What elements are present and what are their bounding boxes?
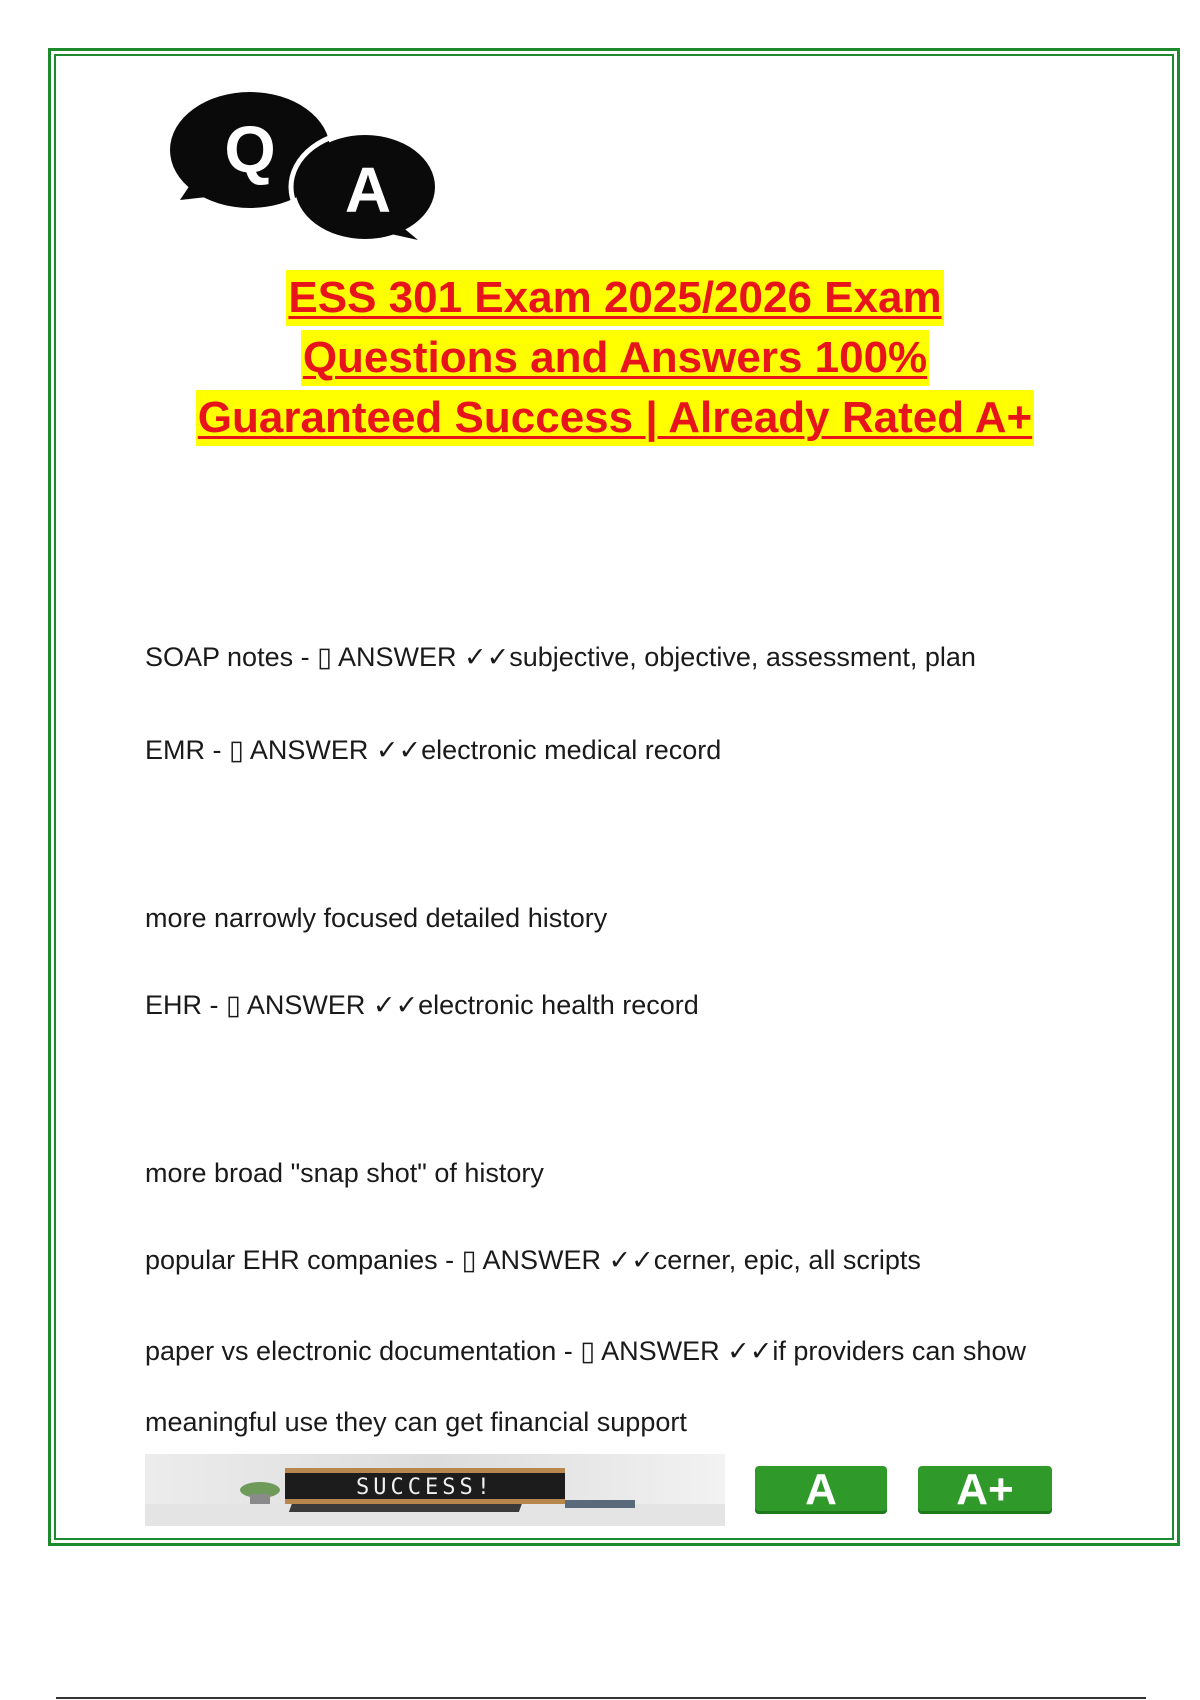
qa-item-soap-notes: SOAP notes - ▯ ANSWER ✓✓subjective, objective, assessment, plan xyxy=(145,642,976,672)
logo-a-letter: A xyxy=(344,154,392,226)
qa-item-ehr: EHR - ▯ ANSWER ✓✓electronic health record xyxy=(145,990,699,1020)
bottom-divider xyxy=(56,1697,1146,1699)
qa-item-ehr-companies: popular EHR companies - ▯ ANSWER ✓✓cerner, epic, all scripts xyxy=(145,1245,921,1275)
title-line-2: Questions and Answers 100% xyxy=(301,330,929,386)
grade-a-badge: A xyxy=(755,1466,887,1514)
qa-item-paper-vs-electronic: paper vs electronic documentation - ▯ ANSWER ✓✓if providers can show xyxy=(145,1336,1026,1366)
qa-item-ehr-detail: more broad "snap shot" of history xyxy=(145,1158,544,1188)
qa-item-meaningful-use: meaningful use they can get financial support xyxy=(145,1407,687,1437)
logo-q-letter: Q xyxy=(224,112,276,186)
success-sign-text: SUCCESS! xyxy=(356,1475,494,1500)
document-title xyxy=(60,268,1170,448)
success-sign-image xyxy=(145,1454,725,1526)
title-line-3: Guaranteed Success | Already Rated A+ xyxy=(196,390,1034,446)
qa-logo-icon xyxy=(170,90,470,250)
title-line-1: ESS 301 Exam 2025/2026 Exam xyxy=(286,270,943,326)
grade-aplus-badge: A+ xyxy=(918,1466,1052,1514)
qa-item-emr: EMR - ▯ ANSWER ✓✓electronic medical record xyxy=(145,735,722,765)
qa-item-emr-detail: more narrowly focused detailed history xyxy=(145,903,608,933)
